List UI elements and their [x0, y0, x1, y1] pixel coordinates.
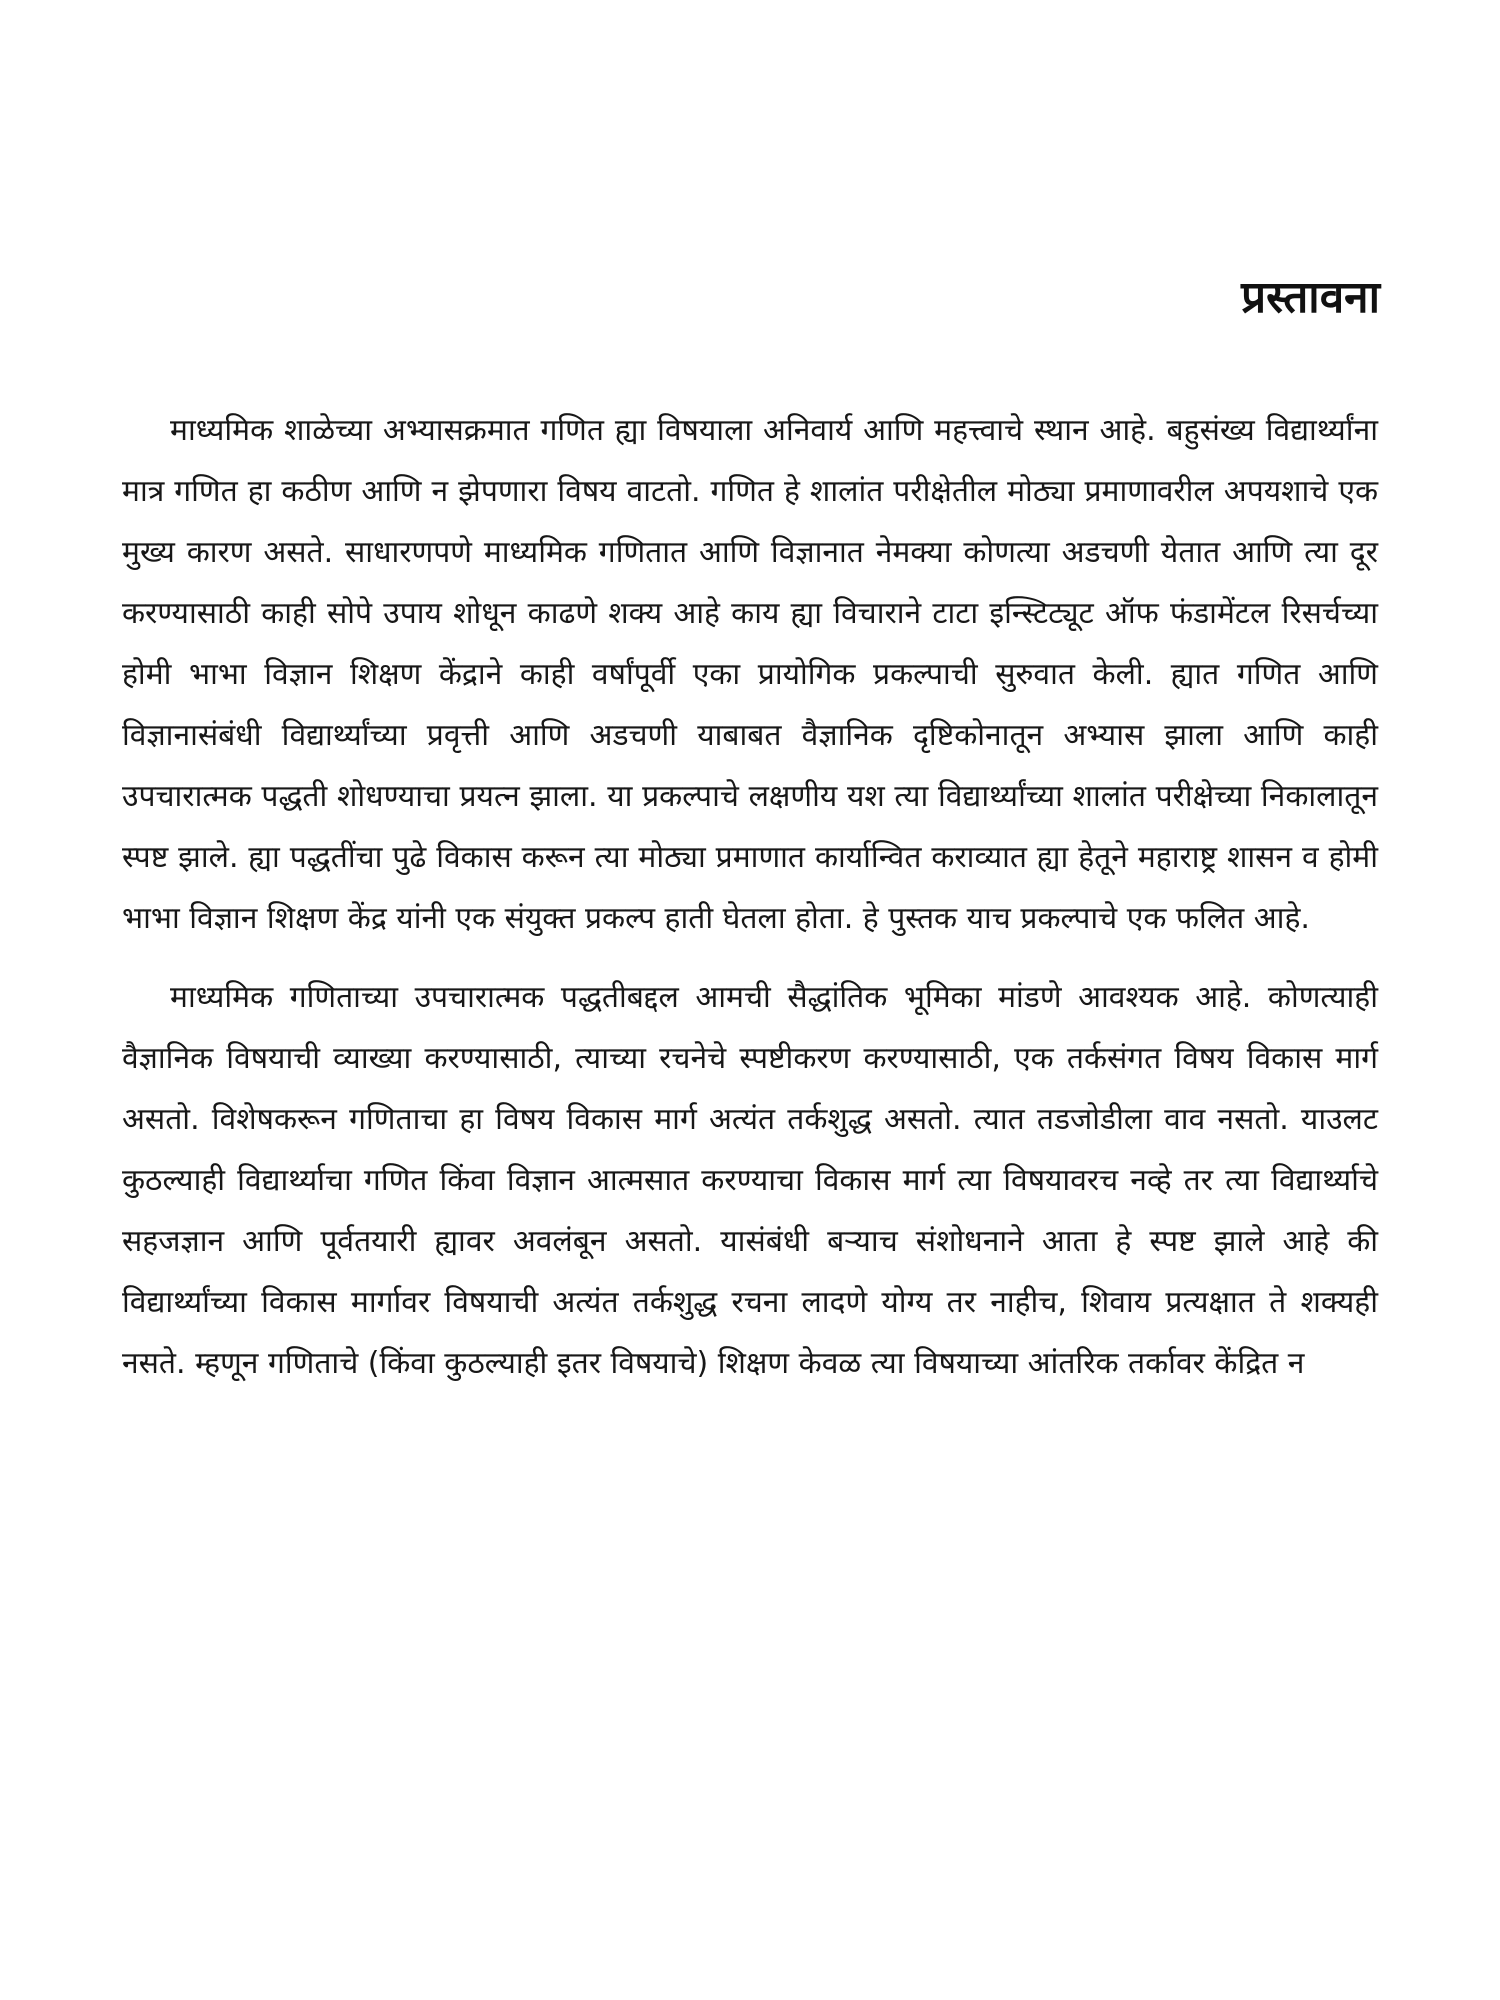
- paragraph-2: माध्यमिक गणिताच्या उपचारात्मक पद्धतीबद्दल आमची सैद्धांतिक भूमिका मांडणे आवश्यक आहे. कोणत्याही वैज्ञानिक विषयाची व्याख्या करण्यासाठी, त्याच्या रचनेचे स्पष्टीकरण करण्यासाठी, एक तर्कसंगत विषय विकास मार्ग असतो. विशेषकरून गणिताचा हा विषय विकास मार्ग अत्यंत तर्कशुद्ध असतो. त्यात तडजोडीला वाव नसतो. याउलट कुठल्याही विद्यार्थ्याचा गणित किंवा विज्ञान आत्मसात करण्याचा विकास मार्ग त्या विषयावरच नव्हे तर त्या विद्यार्थ्याचे सहजज्ञान आणि पूर्वतयारी ह्यावर अवलंबून असतो. यासंबंधी बऱ्याच संशोधनाने आता हे स्पष्ट झाले आहे की विद्यार्थ्यांच्या विकास मार्गावर विषयाची अत्यंत तर्कशुद्ध रचना लादणे योग्य तर नाहीच, शिवाय प्रत्यक्षात ते शक्यही नसते. म्हणून गणिताचे (किंवा कुठल्याही इतर विषयाचे) शिक्षण केवळ त्या विषयाच्या आंतरिक तर्कावर केंद्रित न: [122, 980, 1378, 1381]
- paragraph-1: माध्यमिक शाळेच्या अभ्यासक्रमात गणित ह्या विषयाला अनिवार्य आणि महत्त्वाचे स्थान आहे. बहुसंख्य विद्यार्थ्यांना मात्र गणित हा कठीण आणि न झेपणारा विषय वाटतो. गणित हे शालांत परीक्षेतील मोठ्या प्रमाणावरील अपयशाचे एक मुख्य कारण असते. साधारणपणे माध्यमिक गणितात आणि विज्ञानात नेमक्या कोणत्या अडचणी येतात आणि त्या दूर करण्यासाठी काही सोपे उपाय शोधून काढणे शक्य आहे काय ह्या विचाराने टाटा इन्स्टिट्यूट ऑफ फंडामेंटल रिसर्चच्या होमी भाभा विज्ञान शिक्षण केंद्राने काही वर्षांपूर्वी एका प्रायोगिक प्रकल्पाची सुरुवात केली. ह्यात गणित आणि विज्ञानासंबंधी विद्यार्थ्यांच्या प्रवृत्ती आणि अडचणी याबाबत वैज्ञानिक दृष्टिकोनातून अभ्यास झाला आणि काही उपचारात्मक पद्धती शोधण्याचा प्रयत्न झाला. या प्रकल्पाचे लक्षणीय यश त्या विद्यार्थ्यांच्या शालांत परीक्षेच्या निकालातून स्पष्ट झाले. ह्या पद्धतींचा पुढे विकास करून त्या मोठ्या प्रमाणात कार्यान्वित कराव्यात ह्या हेतूने महाराष्ट्र शासन व होमी भाभा विज्ञान शिक्षण केंद्र यांनी एक संयुक्त प्रकल्प हाती घेतला होता. हे पुस्तक याच प्रकल्पाचे एक फलित आहे.: [122, 413, 1378, 936]
- body-text: [122, 400, 1378, 1394]
- page-title: प्रस्तावना: [1241, 272, 1380, 323]
